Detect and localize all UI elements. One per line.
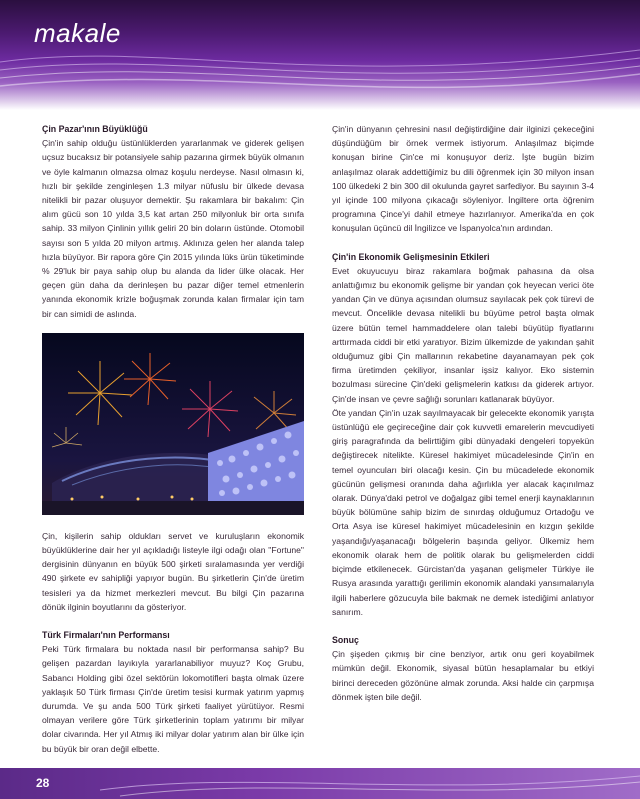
header-banner <box>0 0 640 110</box>
paragraph-chinese-language: Çin'in dünyanın çehresini nasıl değiştirdiğine dair ilginizi çekeceğini düşündüğüm bir örnek vermek istiyorum. Anlaşılmaz biçimde konuşan birine Çin'ce mi konuşuyor deriz. İşte bugün bizim anlaşılmaz olarak addettiğimiz bu dili öğrenmek için 30 milyon insan 100 ülkedeki 2 bin 300 dil okulunda gayret sarfediyor. Bu sayının 3-4 yıl içinde 100 milyona çıkacağı söyleniyor. İngiltere orta öğrenim programına Çince'yi dahil etmeye hazırlanıyor. Amerika'da en çok konuşulan üçüncü dil İngilizce ve İspanyolca'nın ardından. <box>332 124 594 234</box>
section-heading-market-size: Çin Pazar'ının Büyüklüğü <box>42 124 148 134</box>
paragraph-fortune-companies: Çin, kişilerin sahip oldukları servet ve kuruluşların ekonomik büyüklüklerine dair her yıl açıkladığı listeyle ilgi odağı olan "Fortune" dergisinin dünyanın en büyük 500 şirketi sıralamasında yer verdiği 490 şirkete ev sahipliği yapıyor bugün. Bu şirketlerin Çin'de üretim tesisleri ya da hizmet merkezleri mevcut. Bu bilgi Çin pazarına dönük ilginin boyutlarını da gösteriyor. <box>42 530 304 612</box>
footer-wave-decoration <box>0 768 640 799</box>
right-column <box>332 122 594 704</box>
left-column <box>42 122 304 756</box>
paragraph-turkish-firms: Peki Türk firmalara bu noktada nasıl bir performansa sahip? Bu gelişen pazardan layıkıyla yararlanabiliyor muyuz? Koç Grubu, Sabancı Holding gibi özel sektörün lokomotifleri başta olmak üzere yaklaşık 50 Türk firması Çin'de üretim tesisi kurmak yatırım yapmış durumda. Ve şu anda 500 Türk şirketi faaliyet yürütüyor. Resmi olmayan verilere göre Türk şirketlerinin toplam yatırımı bir milyar dolar civarında. Her yıl Atmış iki milyar dolar yatırım alan bir ülke için bu büyük bir oran değil elbette. <box>42 644 304 754</box>
section-heading-conclusion: Sonuç <box>332 634 359 645</box>
fireworks-photo <box>42 333 304 515</box>
section-title: makale <box>34 18 121 48</box>
page-number: 28 <box>36 776 50 790</box>
paragraph-market-size: Çin'in sahip olduğu üstünlüklerden yararlanmak ve giderek gelişen uçsuz bucaksız bir potansiyele sahip pazarına girmek büyük olmanın ve öyle kalmanın olmazsa olmaz koşulu nerdeyse. Nasıl olmasın ki, hızlı bir şekilde zenginleşen 1.3 milyar nüfuslu bir ülkede devasa nitelikli bir pazar oluşuyor demektir. Şu rakamlara bir bakalım: Çin alım gücü son 10 yılda 3,5 kat artan 250 milyonluk bir orta sınıfa sahip. 33 milyon Çinlinin yıllık geliri 20 bin doların üstünde. Otomobil sayısı son 5 yılda 20 milyon artmış. Aklınıza gelen her alanda talep hızla büyüyor. Bir rapora göre Çin 2015 yılında lüks ürün tüketiminde % 29'luk bir paya sahip olup bu alanda da lider ülke olacak. Her geçen gün daha da derinleşen bu pazar diğer temel etmenlerin yanında ekonomik krizle boğuşmak zorunda kalan firmalar için tam bir can simidi de aslında. <box>42 138 304 319</box>
section-heading-economic-effects: Çin'in Ekonomik Gelişmesinin Etkileri <box>332 251 490 262</box>
section-heading-turkish-firms: Türk Firmaları'nın Performansı <box>42 630 170 641</box>
footer-bar <box>0 768 640 799</box>
header-wave-decoration <box>0 0 640 110</box>
paragraph-economic-effects: Evet okuyucuyu biraz rakamlara boğmak pahasına da olsa anlattığımız bu ekonomik gelişme bir yandan çok heyecan verici öte yandan Çin ve dünya açısından olumsuz sayılacak pek çok türevi de mevcut. Öncelikle devasa nitelikli bu büyüme petrol başta olmak üzere bütün temel hammaddelere olan talebi büyütüp fiyatlarını arttırmada ciddi bir etki yaratıyor. Bizim ülkemizde de yakından şahit olduğumuz gibi Çin mallarının rekabetine dayanamayan pek çok firma üretimden çekiliyor, insanlar işsiz kalıyor. Eko sistemin bozulması sürecine Çin'deki gelişmelerin katkısı da giderek artıyor. Çin'de insan ve çevre sağlığı sorunları katlanarak büyüyor. <box>332 265 594 404</box>
paragraph-global-dominance: Öte yandan Çin'in uzak sayılmayacak bir gelecekte ekonomik yarışta üstünlüğü ele geçireceğine dair çok kuvvetli emarelerin mevcudiyeti giriş paragrafında da belirttiğim gibi dünyadaki dengeleri topyekün değiştirecek nitelikte. Küresel hakimiyet mücadelesinde Çin'in en temel oyuncuları biri olacağı kesin. Çin bu mücadelede ekonomik gücünün gelişmesi oranında daha ağırlıkla yer alacak kaçınılmaz olarak. Dünya'daki petrol ve doğalgaz gibi temel enerji kaynaklarının büyük bölümüne sahip bizim de sınırdaş olduğumuz Ortadoğu ve Orta Asya ise küresel hakimiyet mücadelesinin en kızgın şekilde yaşandığı/yaşanacağı bölgelerin başında geliyor. Ülkemiz hem ekonomik olarak hem de politik olarak bu gelişmelerden ciddi biçimde etkilenecek. Gürcistan'da yaşanan gelişmeler Türkiye ile Rusya arasında yarattığı gerilimin ekonomik alandaki yansımalarıyla ilgili haberlere gözucuyla bile bakmak ne demek istediğimi anlatıyor sanırım. <box>332 407 594 617</box>
paragraph-conclusion: Çin şişeden çıkmış bir cine benziyor, artık onu geri koyabilmek mümkün değil. Ekonomik, siyasal bütün hesaplamalar bu etkiyi birinci dereceden gözönüne almak zorunda. Aksi halde cin çarpmışa dönmek işten bile değil. <box>332 649 594 702</box>
fireworks-illustration <box>42 333 304 515</box>
